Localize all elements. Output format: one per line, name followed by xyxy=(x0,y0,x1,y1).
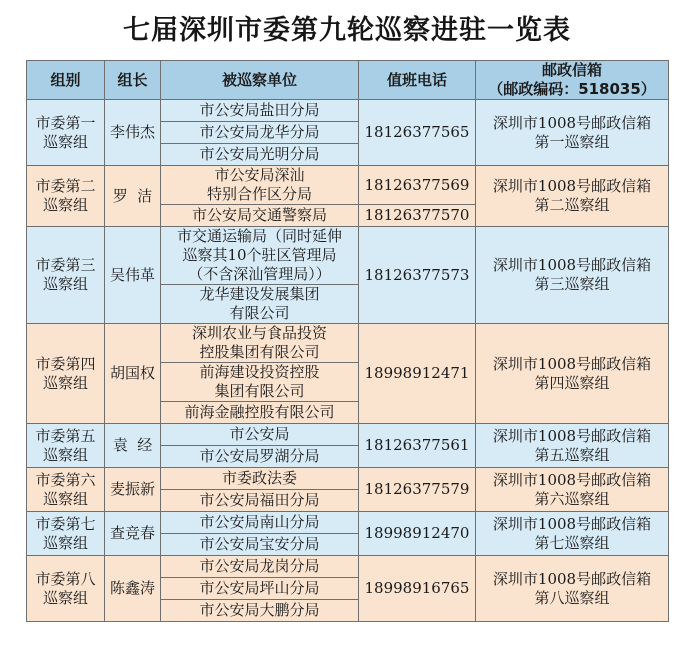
group-cell xyxy=(27,166,105,227)
group-cell xyxy=(27,324,105,424)
unit-name-line: 市公安局盐田分局 xyxy=(199,101,320,119)
unit-name-line: 前海金融控股有限公司 xyxy=(184,403,335,421)
phone-cell: 18126377579 xyxy=(359,468,476,512)
unit-cell xyxy=(161,324,359,363)
unit-name-line: 集团有限公司 xyxy=(214,382,305,400)
group-name-line: 巡察组 xyxy=(42,196,88,214)
mailbox-line: 第四巡察组 xyxy=(534,373,610,392)
unit-cell xyxy=(161,122,359,144)
mailbox-cell xyxy=(476,468,669,512)
unit-cell xyxy=(161,534,359,556)
unit-name-line: 市交通运输局（同时延伸 xyxy=(176,227,342,245)
group-name-line: 巡察组 xyxy=(42,445,88,464)
header-mailbox xyxy=(476,61,669,100)
mailbox-line: 第一巡察组 xyxy=(534,132,610,151)
unit-name-line: 龙华建设发展集团 xyxy=(199,285,320,303)
table-header-row xyxy=(27,61,669,100)
group-name-line: 市委第四 xyxy=(35,354,96,373)
phone-cell: 18998912471 xyxy=(359,324,476,424)
unit-name-line: 市公安局交通警察局 xyxy=(191,206,327,224)
unit-name-line: 市公安局南山分局 xyxy=(199,513,320,531)
header-postcode: （邮政编码：518035） xyxy=(488,80,656,98)
unit-cell xyxy=(161,402,359,424)
unit-name-line: 市委政法委 xyxy=(221,469,297,487)
leader-cell: 罗 洁 xyxy=(105,166,161,227)
phone-cell: 18126377569 xyxy=(359,166,476,205)
mailbox-line: 第七巡察组 xyxy=(534,533,610,552)
group-cell xyxy=(27,468,105,512)
group-cell xyxy=(27,227,105,324)
unit-name-line: 控股集团有限公司 xyxy=(199,343,320,361)
mailbox-line: 第六巡察组 xyxy=(534,489,610,508)
table-row xyxy=(27,556,669,578)
unit-cell xyxy=(161,578,359,600)
unit-name-line: 市公安局深汕 xyxy=(214,166,305,184)
unit-cell xyxy=(161,227,359,285)
unit-name-line: 深圳农业与食品投资 xyxy=(191,324,327,342)
group-cell xyxy=(27,556,105,622)
unit-name-line: 前海建设投资控股 xyxy=(199,363,320,381)
table-row xyxy=(27,227,669,285)
unit-name-line: 市公安局 xyxy=(229,425,290,443)
group-cell xyxy=(27,100,105,166)
mailbox-line: 第五巡察组 xyxy=(534,445,610,464)
leader-cell: 胡国权 xyxy=(105,324,161,424)
unit-name-line: 市公安局福田分局 xyxy=(199,491,320,509)
group-name-line: 市委第七 xyxy=(35,514,96,533)
unit-cell xyxy=(161,468,359,490)
phone-cell: 18126377565 xyxy=(359,100,476,166)
unit-name-line: 巡察其10个驻区管理局 xyxy=(182,246,337,264)
phone-cell: 18998916765 xyxy=(359,556,476,622)
mailbox-line: 深圳市1008号邮政信箱 xyxy=(492,569,652,588)
group-name-line: 巡察组 xyxy=(42,132,88,151)
leader-cell: 李伟杰 xyxy=(105,100,161,166)
mailbox-cell xyxy=(476,227,669,324)
table-body xyxy=(27,100,669,622)
unit-cell xyxy=(161,285,359,324)
unit-name-line: 市公安局罗湖分局 xyxy=(199,447,320,465)
mailbox-cell xyxy=(476,324,669,424)
group-name-line: 巡察组 xyxy=(42,533,88,552)
mailbox-cell xyxy=(476,556,669,622)
inspection-table xyxy=(26,60,669,622)
unit-cell xyxy=(161,166,359,205)
table-row xyxy=(27,100,669,122)
leader-cell: 查竞春 xyxy=(105,512,161,556)
mailbox-cell xyxy=(476,512,669,556)
group-name-line: 巡察组 xyxy=(42,275,88,293)
unit-cell xyxy=(161,144,359,166)
unit-cell xyxy=(161,490,359,512)
unit-name-line: 市公安局大鹏分局 xyxy=(199,601,320,619)
unit-name-line: 特别合作区分局 xyxy=(206,185,312,203)
leader-cell: 陈鑫涛 xyxy=(105,556,161,622)
mailbox-line: 第八巡察组 xyxy=(534,588,610,607)
group-name-line: 巡察组 xyxy=(42,588,88,607)
leader-cell: 吴伟革 xyxy=(105,227,161,324)
group-name-line: 巡察组 xyxy=(42,489,88,508)
mailbox-cell xyxy=(476,424,669,468)
header-unit: 被巡察单位 xyxy=(161,61,359,100)
group-name-line: 市委第一 xyxy=(35,113,96,132)
header-phone: 值班电话 xyxy=(359,61,476,100)
phone-cell: 18126377561 xyxy=(359,424,476,468)
unit-name-line: 市公安局光明分局 xyxy=(199,145,320,163)
unit-name-line: （不含深汕管理局）） xyxy=(188,265,331,283)
mailbox-cell xyxy=(476,100,669,166)
group-name-line: 市委第五 xyxy=(35,426,96,445)
unit-cell xyxy=(161,512,359,534)
group-name-line: 市委第二 xyxy=(35,177,96,195)
leader-cell: 麦振新 xyxy=(105,468,161,512)
unit-cell xyxy=(161,556,359,578)
mailbox-line: 第二巡察组 xyxy=(534,196,610,214)
header-leader: 组长 xyxy=(105,61,161,100)
unit-cell xyxy=(161,424,359,446)
table-row xyxy=(27,424,669,446)
table-row xyxy=(27,166,669,205)
unit-name-line: 市公安局龙岗分局 xyxy=(199,557,320,575)
unit-name-line: 市公安局龙华分局 xyxy=(199,123,320,141)
unit-cell xyxy=(161,100,359,122)
unit-cell xyxy=(161,205,359,227)
header-group: 组别 xyxy=(27,61,105,100)
table-row xyxy=(27,512,669,534)
unit-cell xyxy=(161,446,359,468)
unit-cell xyxy=(161,363,359,402)
mailbox-line: 第三巡察组 xyxy=(534,275,610,293)
unit-name-line: 市公安局宝安分局 xyxy=(199,535,320,553)
table-row xyxy=(27,324,669,363)
group-name-line: 市委第三 xyxy=(35,256,96,274)
unit-name-line: 有限公司 xyxy=(229,304,290,322)
mailbox-line: 深圳市1008号邮政信箱 xyxy=(492,177,652,195)
mailbox-cell xyxy=(476,166,669,227)
mailbox-line: 深圳市1008号邮政信箱 xyxy=(492,354,652,373)
group-name-line: 市委第六 xyxy=(35,470,96,489)
phone-cell: 18126377573 xyxy=(359,227,476,324)
table-row xyxy=(27,468,669,490)
mailbox-line: 深圳市1008号邮政信箱 xyxy=(492,514,652,533)
mailbox-line: 深圳市1008号邮政信箱 xyxy=(492,426,652,445)
unit-cell xyxy=(161,600,359,622)
phone-cell: 18126377570 xyxy=(359,205,476,227)
header-mailbox-label: 邮政信箱 xyxy=(541,61,602,79)
unit-name-line: 市公安局坪山分局 xyxy=(199,579,320,597)
leader-cell: 袁 经 xyxy=(105,424,161,468)
mailbox-line: 深圳市1008号邮政信箱 xyxy=(492,470,652,489)
group-cell xyxy=(27,424,105,468)
mailbox-line: 深圳市1008号邮政信箱 xyxy=(492,256,652,274)
group-name-line: 市委第八 xyxy=(35,569,96,588)
group-name-line: 巡察组 xyxy=(42,373,88,392)
phone-cell: 18998912470 xyxy=(359,512,476,556)
page-title: 七届深圳市委第九轮巡察进驻一览表 xyxy=(123,15,571,46)
mailbox-line: 深圳市1008号邮政信箱 xyxy=(492,113,652,132)
group-cell xyxy=(27,512,105,556)
